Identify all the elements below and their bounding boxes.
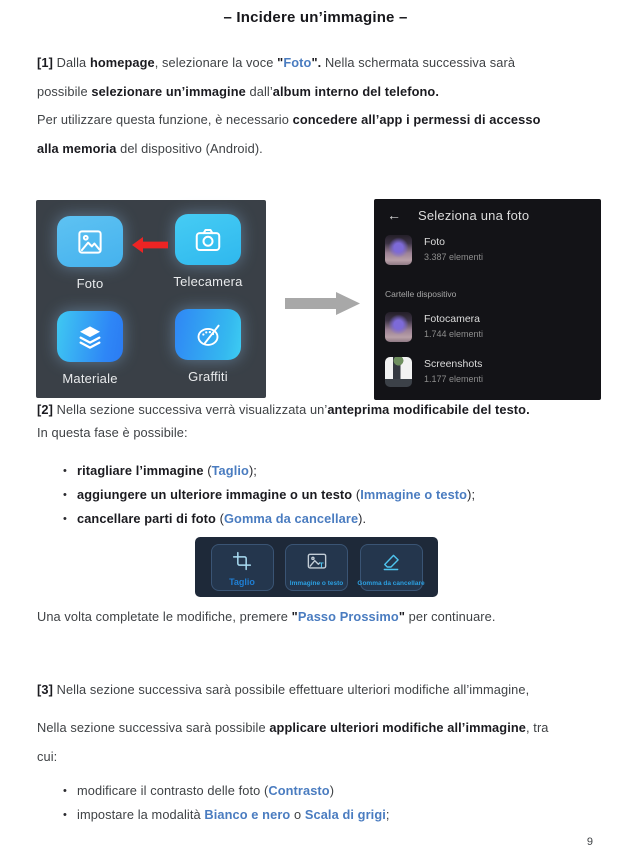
text-line: Una volta completate le modifiche, premere "Passo Prossimo" per continuare.: [37, 609, 496, 624]
svg-text:T: T: [318, 560, 324, 570]
step1-paragraph: [37, 49, 597, 163]
album-name: Fotocamera: [424, 313, 481, 325]
telecamera-button: [175, 214, 241, 265]
text-line: Nella sezione successiva sarà possibile applicare ulteriori modifiche all’immagine, tra: [37, 720, 549, 735]
foto-button: [57, 216, 123, 267]
bullet-text: cancellare parti di foto (Gomma da cancellare).: [77, 511, 367, 526]
album-thumbnail: [385, 235, 412, 265]
picker-title: Seleziona una foto: [418, 208, 530, 223]
list-item: [63, 803, 593, 827]
home-screenshot-figure: [36, 200, 266, 398]
list-item: [63, 507, 593, 531]
after-toolbar-paragraph: [37, 607, 597, 627]
text-line: [2] Nella sezione successiva verrà visualizzata un’anteprima modificabile del testo.: [37, 402, 530, 417]
list-item: [63, 483, 593, 507]
page-title: – Incidere un’immagine –: [223, 9, 408, 26]
text-line: cui:: [37, 748, 58, 764]
crop-icon: [232, 545, 252, 577]
album-count: 3.387 elementi: [424, 252, 484, 262]
tile-label: Graffiti: [188, 369, 228, 384]
layers-icon: [75, 322, 105, 352]
page-number: 9: [586, 836, 593, 848]
step2-bullet-list: [63, 459, 593, 531]
bullet-text: impostare la modalità Bianco e nero o Scala di grigi;: [77, 807, 390, 822]
red-arrow-left-icon: [132, 237, 168, 253]
step2-paragraph: [37, 399, 597, 444]
step3-bullet-list: [63, 779, 593, 827]
album-name: Screenshots: [424, 358, 483, 370]
camera-icon: [193, 225, 223, 255]
album-name: Foto: [424, 236, 446, 248]
album-thumbnail: [385, 312, 412, 342]
album-thumbnail: [385, 357, 412, 387]
palette-icon: [193, 320, 223, 350]
bullet-text: ritagliare l’immagine (Taglio);: [77, 463, 257, 478]
text-line: [1] Dalla homepage, selezionare la voce "Foto". Nella schermata successiva sarà: [37, 55, 516, 70]
album-info: [424, 235, 483, 262]
text-line: alla memoria del dispositivo (Android).: [37, 140, 263, 156]
graffiti-button: [175, 309, 241, 360]
bullet-text: modificare il contrasto delle foto (Contrasto): [77, 783, 335, 798]
text-line: Per utilizzare questa funzione, è necessario concedere all’app i permessi di accesso: [37, 112, 541, 127]
eraser-icon: [381, 545, 401, 580]
step3-paragraph-2: [37, 714, 597, 771]
text-line: possibile selezionare un’immagine dall’album interno del telefono.: [37, 83, 440, 99]
toolbar-button-label: Gomma da cancellare: [357, 579, 425, 587]
edit-toolbar-figure: [195, 537, 438, 597]
toolbar-button-label: Taglio: [229, 576, 255, 587]
album-info: [424, 312, 483, 339]
back-arrow-icon: ←: [387, 207, 401, 223]
tile-label: Materiale: [62, 371, 118, 386]
album-count: 1.177 elementi: [424, 374, 484, 384]
bullet-dot: •: [63, 785, 67, 797]
text-line: [3] Nella sezione successiva sarà possibile effettuare ulteriori modifiche all’immagine,: [37, 682, 530, 697]
picker-row-fotocamera: [385, 312, 483, 342]
home-tile-foto: [38, 216, 142, 291]
bullet-dot: •: [63, 465, 67, 477]
materiale-button: [57, 311, 123, 362]
bullet-dot: •: [63, 809, 67, 821]
list-item: [63, 459, 593, 483]
text-line: In questa fase è possibile:: [37, 424, 188, 440]
taglio-button: [211, 544, 274, 591]
photo-picker-figure: [374, 199, 601, 400]
gomma-da-cancellare-button: [357, 544, 425, 591]
tile-label: Foto: [76, 276, 104, 291]
toolbar-button-label: Immagine o testo: [289, 579, 344, 587]
step3-paragraph: [37, 680, 597, 700]
album-info: [424, 357, 483, 384]
photo-icon: [75, 227, 105, 257]
bullet-dot: •: [63, 489, 67, 501]
picker-section-label: Cartelle dispositivo: [385, 289, 457, 299]
home-tile-graffiti: [156, 309, 260, 384]
picker-row-screenshots: [385, 357, 483, 387]
album-count: 1.744 elementi: [424, 329, 484, 339]
immagine-o-testo-button: [285, 544, 348, 591]
bullet-text: aggiungere un ulteriore immagine o un testo (Immagine o testo);: [77, 487, 476, 502]
picker-row-foto: [385, 235, 483, 265]
tile-label: Telecamera: [173, 274, 243, 289]
home-tile-materiale: [38, 311, 142, 386]
gray-arrow-right-icon: [285, 291, 360, 316]
list-item: [63, 779, 593, 803]
bullet-dot: •: [63, 513, 67, 525]
home-tile-telecamera: [156, 214, 260, 289]
image-text-icon: [306, 545, 328, 580]
